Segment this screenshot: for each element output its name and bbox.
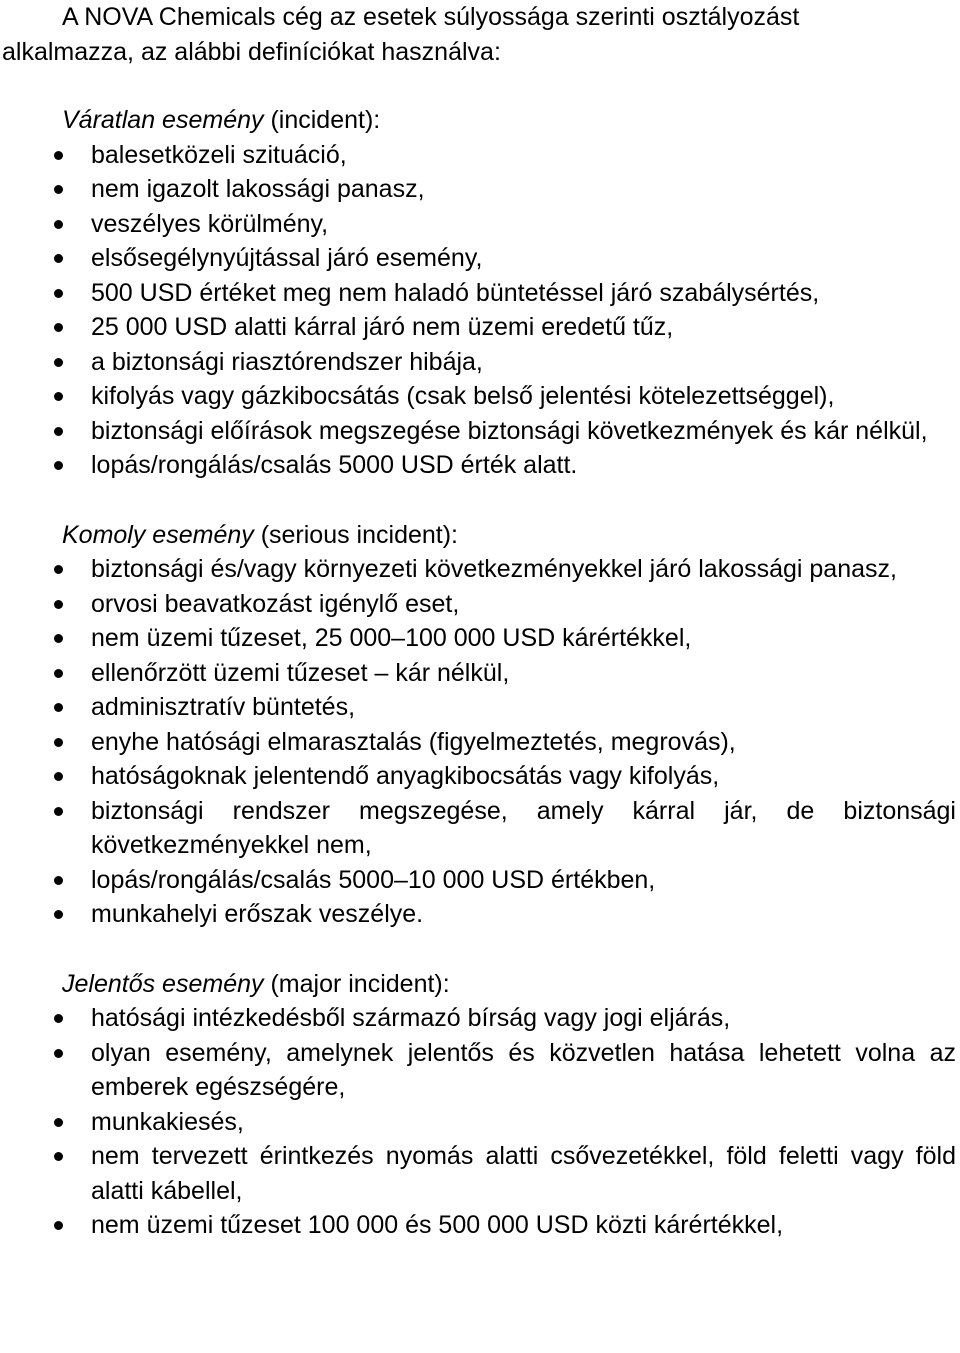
section-heading-major bbox=[0, 967, 960, 1002]
list-item bbox=[0, 656, 960, 691]
section-term: Komoly esemény bbox=[62, 520, 254, 549]
list-item-text: nem igazolt lakossági panasz, bbox=[91, 175, 425, 203]
section-term: Váratlan esemény bbox=[62, 106, 264, 134]
list-item-text: hatóságoknak jelentendő anyagkibocsátás vagy kifolyás, bbox=[91, 762, 720, 790]
list-item bbox=[0, 414, 960, 449]
bullet-icon bbox=[54, 1118, 63, 1127]
list-item bbox=[0, 725, 960, 760]
list-item-text: nem üzemi tűzeset 100 000 és 500 000 USD közti kárértékkel, bbox=[91, 1211, 784, 1239]
list-item bbox=[0, 587, 960, 622]
list-item-text: munkakiesés, bbox=[91, 1107, 244, 1136]
bullet-icon bbox=[54, 289, 63, 298]
bullet-icon bbox=[54, 1014, 63, 1023]
list-item-text: lopás/rongálás/csalás 5000 USD érték alatt. bbox=[91, 451, 578, 479]
list-item-text: nem üzemi tűzeset, 25 000–100 000 USD kárértékkel, bbox=[91, 624, 692, 652]
list-item bbox=[0, 1036, 960, 1105]
list-item bbox=[0, 759, 960, 794]
section-serious-incident bbox=[0, 518, 960, 932]
bullet-icon bbox=[54, 1221, 63, 1230]
intro-line-1: A NOVA Chemicals cég az esetek súlyossága szerinti osztályozást bbox=[62, 3, 800, 31]
list-item bbox=[0, 448, 960, 483]
list-item-text: enyhe hatósági elmarasztalás (figyelmeztetés, megrovás), bbox=[91, 727, 736, 756]
list-item bbox=[0, 1139, 960, 1208]
list-item bbox=[0, 794, 960, 863]
bullet-icon bbox=[54, 1152, 63, 1161]
section-incident bbox=[0, 103, 960, 483]
list-item-text: munkahelyi erőszak veszélye. bbox=[91, 900, 424, 928]
bullet-icon bbox=[54, 807, 63, 816]
section-term-english: (serious incident): bbox=[253, 520, 458, 549]
bullet-icon bbox=[54, 876, 63, 885]
bullet-icon bbox=[54, 738, 63, 747]
list-item-text: biztonsági előírások megszegése biztonsági következmények és kár nélkül, bbox=[91, 416, 928, 445]
list-item-text: biztonsági rendszer megszegése, amely kárral jár, de biztonsági következményekkel nem, bbox=[91, 796, 956, 859]
list-item bbox=[0, 1208, 960, 1243]
list-item bbox=[0, 241, 960, 276]
serious-incident-list bbox=[0, 552, 960, 932]
list-item bbox=[0, 1001, 960, 1036]
list-item-text: hatósági intézkedésből származó bírság vagy jogi eljárás, bbox=[91, 1004, 731, 1032]
list-item-text: ellenőrzött üzemi tűzeset – kár nélkül, bbox=[91, 658, 510, 687]
section-term: Jelentős esemény bbox=[62, 969, 264, 998]
list-item-text: elsősegélynyújtással járó esemény, bbox=[91, 244, 483, 272]
list-item bbox=[0, 345, 960, 380]
list-item bbox=[0, 138, 960, 173]
bullet-icon bbox=[54, 358, 63, 367]
bullet-icon bbox=[54, 772, 63, 781]
spacer bbox=[0, 483, 960, 518]
list-item bbox=[0, 1105, 960, 1140]
list-item-text: adminisztratív büntetés, bbox=[91, 693, 356, 721]
section-term-english: (major incident): bbox=[263, 969, 450, 998]
list-item-text: balesetközeli szituáció, bbox=[91, 140, 347, 169]
list-item bbox=[0, 690, 960, 725]
section-term-english: (incident): bbox=[263, 106, 381, 134]
bullet-icon bbox=[54, 461, 63, 470]
list-item bbox=[0, 276, 960, 311]
list-item-text: a biztonsági riasztórendszer hibája, bbox=[91, 347, 483, 376]
spacer bbox=[0, 932, 960, 967]
list-item bbox=[0, 207, 960, 242]
list-item-text: orvosi beavatkozást igénylő eset, bbox=[91, 589, 460, 618]
bullet-icon bbox=[54, 254, 63, 263]
list-item-text: olyan esemény, amelynek jelentős és közvetlen hatása lehetett volna az emberek egészségére, bbox=[91, 1038, 956, 1101]
list-item-text: 25 000 USD alatti kárral járó nem üzemi eredetű tűz, bbox=[91, 313, 674, 341]
bullet-icon bbox=[54, 392, 63, 401]
list-item bbox=[0, 621, 960, 656]
bullet-icon bbox=[54, 185, 63, 194]
list-item bbox=[0, 379, 960, 414]
bullet-icon bbox=[54, 703, 63, 712]
bullet-icon bbox=[54, 1049, 63, 1058]
section-heading-serious bbox=[0, 518, 960, 553]
bullet-icon bbox=[54, 669, 63, 678]
bullet-icon bbox=[54, 323, 63, 332]
list-item-text: veszélyes körülmény, bbox=[91, 209, 329, 238]
list-item-text: biztonsági és/vagy környezeti következményekkel járó lakossági panasz, bbox=[91, 555, 897, 583]
list-item bbox=[0, 172, 960, 207]
list-item bbox=[0, 552, 960, 587]
bullet-icon bbox=[54, 634, 63, 643]
list-item-text: lopás/rongálás/csalás 5000–10 000 USD értékben, bbox=[91, 865, 656, 894]
major-incident-list bbox=[0, 1001, 960, 1243]
list-item bbox=[0, 310, 960, 345]
bullet-icon bbox=[54, 565, 63, 574]
bullet-icon bbox=[54, 427, 63, 436]
incident-list bbox=[0, 138, 960, 483]
bullet-icon bbox=[54, 600, 63, 609]
list-item-text: kifolyás vagy gázkibocsátás (csak belső jelentési kötelezettséggel), bbox=[91, 382, 835, 410]
intro-paragraph bbox=[0, 0, 960, 69]
list-item-text: nem tervezett érintkezés nyomás alatti csővezetékkel, föld feletti vagy föld alatti kábellel, bbox=[91, 1142, 956, 1205]
list-item bbox=[0, 897, 960, 932]
bullet-icon bbox=[54, 910, 63, 919]
section-major-incident bbox=[0, 967, 960, 1243]
section-heading-incident bbox=[0, 103, 960, 138]
spacer bbox=[0, 69, 960, 103]
intro-line-2: alkalmazza, az alábbi definíciókat használva: bbox=[2, 37, 501, 66]
bullet-icon bbox=[54, 220, 63, 229]
list-item bbox=[0, 863, 960, 898]
bullet-icon bbox=[54, 151, 63, 160]
list-item-text: 500 USD értéket meg nem haladó büntetéssel járó szabálysértés, bbox=[91, 278, 820, 307]
